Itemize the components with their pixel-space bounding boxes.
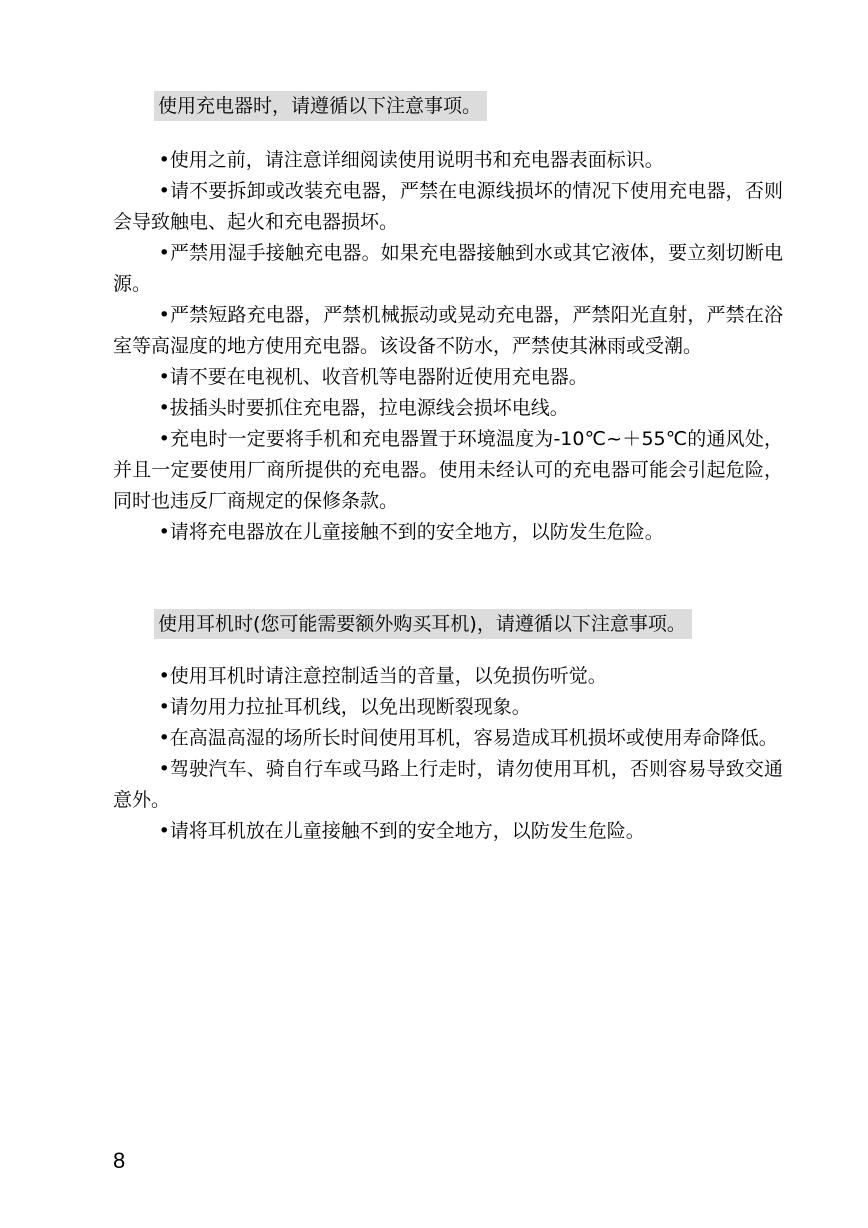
earphone-section-heading: 使用耳机时(您可能需要额外购买耳机)，请遵循以下注意事项。 <box>154 609 692 639</box>
charger-item-no-disassembly: •请不要拆卸或改装充电器，严禁在电源线损坏的情况下使用充电器，否则会导致触电、起火和充电器损坏。 <box>113 180 783 233</box>
charger-item-children: •请将充电器放在儿童接触不到的安全地方，以防发生危险。 <box>158 521 664 543</box>
charger-section-heading: 使用充电器时，请遵循以下注意事项。 <box>154 91 487 121</box>
charger-item-wet-hands: •严禁用湿手接触充电器。如果充电器接触到水或其它液体，要立刻切断电源。 <box>113 242 783 295</box>
charger-item-no-short-circuit: •严禁短路充电器，严禁机械振动或晃动充电器，严禁阳光直射，严禁在浴室等高湿度的地方使用充电器。该设备不防水，严禁使其淋雨或受潮。 <box>113 304 783 357</box>
charger-item-read-manual: •使用之前，请注意详细阅读使用说明书和充电器表面标识。 <box>158 149 664 171</box>
charger-item-away-from-tv: •请不要在电视机、收音机等电器附近使用充电器。 <box>158 366 588 388</box>
page-number: 8 <box>113 1148 126 1173</box>
earphone-item-children: •请将耳机放在儿童接触不到的安全地方，以防发生危险。 <box>158 820 645 842</box>
charger-item-temperature: •充电时一定要将手机和充电器置于环境温度为-10℃~＋55℃的通风处，并且一定要使用厂商所提供的充电器。使用未经认可的充电器可能会引起危险，同时也违反厂商规定的保修条款。 <box>113 428 783 512</box>
earphone-item-volume: •使用耳机时请注意控制适当的音量，以免损伤听觉。 <box>158 665 607 687</box>
earphone-item-humidity: •在高温高湿的场所长时间使用耳机，容易造成耳机损坏或使用寿命降低。 <box>158 727 778 749</box>
earphone-precautions-list <box>113 661 783 847</box>
charger-item-unplug: •拔插头时要抓住充电器，拉电源线会损坏电线。 <box>158 397 569 419</box>
earphone-item-driving: •驾驶汽车、骑自行车或马路上行走时，请勿使用耳机，否则容易导致交通意外。 <box>113 758 783 811</box>
earphone-item-cable: •请勿用力拉扯耳机线，以免出现断裂现象。 <box>158 696 531 718</box>
charger-precautions-list <box>113 145 783 548</box>
